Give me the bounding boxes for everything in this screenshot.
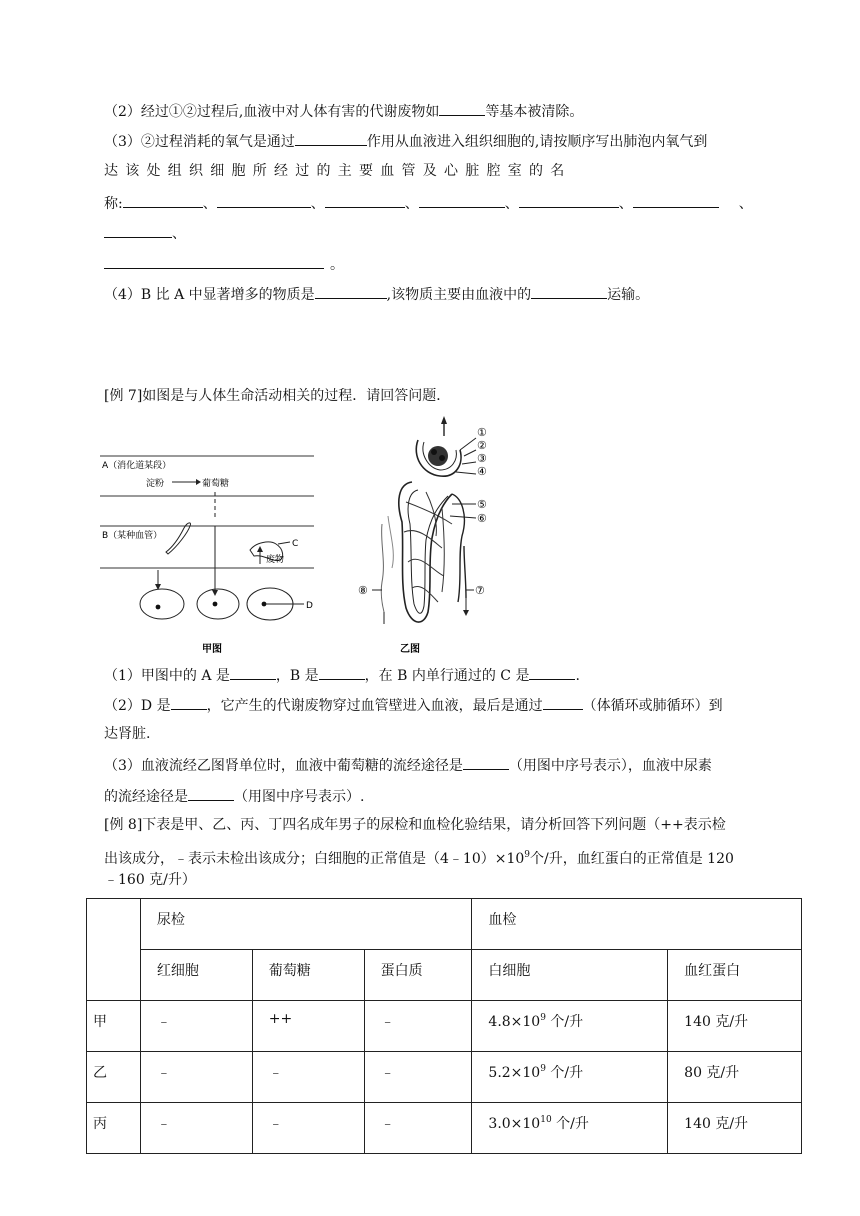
col-wbc: 白细胞	[472, 950, 668, 1001]
q3-line-4: 、	[104, 222, 186, 244]
q2-line: （2）经过①②过程后,血液中对人体有害的代谢废物如 等基本被清除。	[104, 100, 583, 122]
table-row: 丙 ﹣ ﹣ ﹣ $3.0\times 10^{10}$ 个/升 140 克/升	[87, 1103, 802, 1154]
blank	[104, 222, 172, 238]
label-waste: 废物	[266, 555, 285, 565]
label-a: A（消化道某段）	[102, 461, 172, 471]
wbc-cell: $4.8\times 10^9$ 个/升	[472, 1001, 668, 1052]
num-4: ④	[477, 465, 487, 478]
caption-jia: 甲图	[202, 644, 222, 655]
blank	[295, 130, 367, 146]
blank	[529, 664, 575, 680]
blank	[439, 100, 485, 116]
row-name: 丙	[87, 1103, 141, 1154]
label-b: B（某种血管）	[102, 531, 163, 541]
figure-jia	[100, 418, 320, 658]
ex7-title: [例 7]如图是与人体生命活动相关的过程．请回答问题．	[104, 388, 451, 404]
blank	[214, 253, 324, 269]
table-column-header	[87, 950, 802, 1001]
blank	[123, 192, 203, 208]
num-7: ⑦	[475, 584, 485, 597]
corner-cell	[87, 899, 141, 1001]
table-group-header	[87, 899, 802, 950]
ex8-line-3: ﹣160 克/升）	[104, 872, 196, 888]
blank	[633, 192, 719, 208]
label-c: C	[292, 539, 299, 549]
q4-line: （4）B 比 A 中显著增多的物质是 ,该物质主要由血液中的 运输。	[104, 283, 649, 305]
blank	[319, 664, 365, 680]
blank	[519, 192, 619, 208]
blank	[419, 192, 505, 208]
row-name: 甲	[87, 1001, 141, 1052]
results-table	[86, 898, 802, 1154]
table-row: 甲 ﹣ ++ ﹣ $4.8\times 10^9$ 个/升 140 克/升	[87, 1001, 802, 1052]
wbc-cell: $5.2\times 10^9$ 个/升	[472, 1052, 668, 1103]
label-glucose: 葡萄糖	[202, 479, 230, 489]
blank	[543, 694, 583, 710]
q3-line-1: （3）②过程消耗的氧气是通过 作用从血液进入组织细胞的,请按顺序写出肺泡内氧气到	[104, 130, 707, 152]
blank	[188, 785, 234, 801]
q3-line-2: 达 该 处 组 织 细 胞 所 经 过 的 主 要 血 管 及 心 脏 腔 室 的 名	[104, 163, 566, 179]
ex8-line-2: 出该成分，﹣表示未检出该成分；白细胞的正常值是$(4﹣10)\times 10^9$个/升，血红蛋白的正常值是 120	[104, 850, 734, 867]
figure-yi	[352, 412, 512, 656]
blank	[531, 283, 607, 299]
ex7-q1: （1）甲图中的 A 是 ，B 是 ，在 B 内单行通过的 C 是 .	[104, 664, 580, 686]
blank	[315, 283, 387, 299]
ex7-q3-line-2: 的流经途径是 （用图中序号表示）.	[104, 785, 364, 807]
group-blood: 血检	[472, 899, 802, 950]
group-urine: 尿检	[140, 899, 471, 950]
num-1: ①	[477, 426, 487, 439]
row-name: 乙	[87, 1052, 141, 1103]
blank	[325, 192, 405, 208]
label-d: D	[306, 601, 313, 611]
ex7-q2-line-2: 达肾脏.	[104, 726, 151, 742]
num-2: ②	[477, 439, 487, 452]
table-row: 乙 ﹣ ﹣ ﹣ $5.2\times 10^9$ 个/升 80 克/升	[87, 1052, 802, 1103]
ex7-q2-line-1: （2）D 是 ，它产生的代谢废物穿过血管壁进入血液，最后是通过 （体循环或肺循环）到	[104, 694, 723, 716]
blank	[463, 754, 509, 770]
caption-yi: 乙图	[400, 644, 420, 655]
col-rbc: 红细胞	[140, 950, 252, 1001]
wbc-cell: $3.0\times 10^{10}$ 个/升	[472, 1103, 668, 1154]
ex8-line-1: [例 8]下表是甲、乙、丙、丁四名成年男子的尿检和血检化验结果，请分析回答下列问题（++表示检	[104, 817, 726, 833]
ex7-q3-line-1: （3）血液流经乙图肾单位时，血液中葡萄糖的流经途径是 （用图中序号表示），血液中尿素	[104, 754, 712, 776]
label-starch: 淀粉	[146, 479, 165, 489]
blank	[217, 192, 311, 208]
col-protein: 蛋白质	[364, 950, 472, 1001]
blank	[230, 664, 276, 680]
num-5: ⑤	[477, 498, 487, 511]
col-hb: 血红蛋白	[668, 950, 802, 1001]
q3-line-5: 。	[104, 253, 344, 275]
q3-line-3: 称: 、 、 、 、 、 、	[104, 192, 753, 214]
num-3: ③	[477, 452, 487, 465]
blank	[104, 253, 214, 269]
col-glucose: 葡萄糖	[252, 950, 364, 1001]
num-6: ⑥	[477, 512, 487, 525]
blank	[171, 694, 207, 710]
num-8: ⑧	[358, 584, 368, 597]
